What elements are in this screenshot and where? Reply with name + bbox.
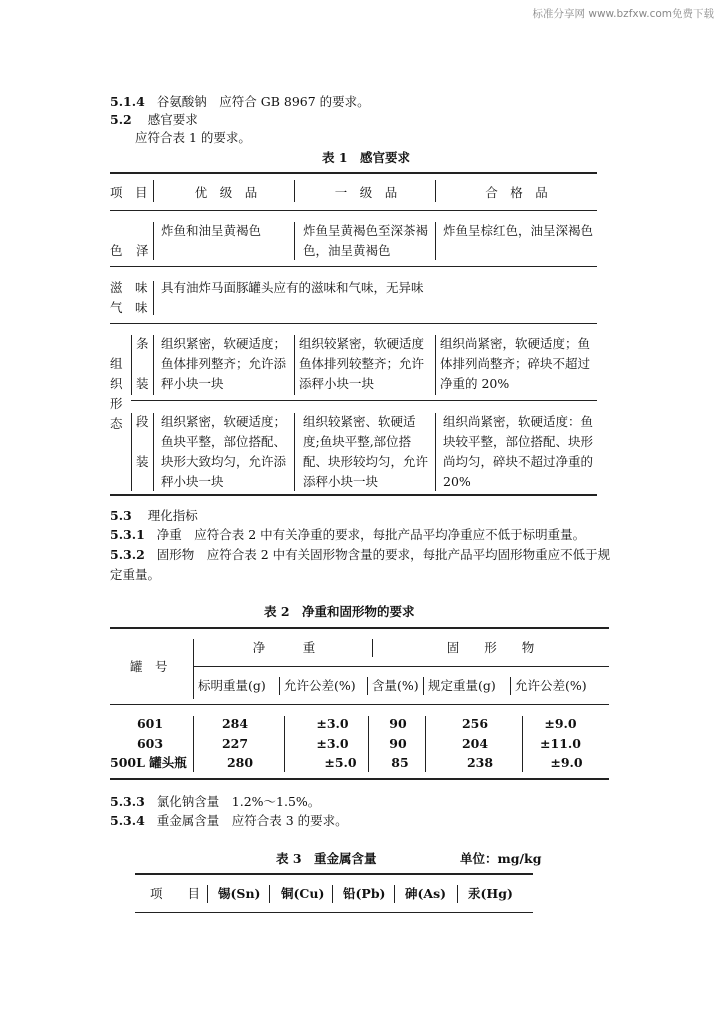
- table1-header-grade1: 优 级 品: [194, 185, 258, 200]
- table1-top-rule: [110, 172, 597, 174]
- clause-5-3-1: [110, 525, 585, 543]
- table2-r2-can: 603: [136, 736, 164, 751]
- table1-strip-label-2: 装: [136, 376, 149, 391]
- table2-r1-can: 601: [136, 716, 164, 731]
- divider: [153, 222, 154, 260]
- divider: [269, 885, 270, 903]
- divider: [153, 413, 154, 491]
- divider: [294, 222, 295, 260]
- table3-header-rule: [135, 912, 533, 913]
- clause-5-2-body: 应符合表 1 的要求。: [135, 130, 251, 145]
- table2-r2-weight: 227: [221, 736, 249, 751]
- table1-taste-label-2: 气 味: [110, 300, 148, 315]
- clause-text: 感官要求: [147, 112, 198, 127]
- table3-top-rule: [135, 873, 533, 875]
- table2-r2-spec-weight: 204: [461, 736, 489, 751]
- divider: [193, 716, 194, 772]
- divider: [435, 180, 436, 202]
- table1-chunk-grade2-line2: 度;鱼块平整,部位搭: [303, 434, 412, 449]
- table1-strip-grade2-line1: 组织较紧密，软硬适度: [299, 336, 425, 351]
- table1-tissue-label-4: 态: [110, 416, 123, 431]
- table1-chunk-grade3-line2: 块较平整，部位搭配、块形: [443, 434, 594, 449]
- table2-group-net: 净 重: [252, 640, 316, 655]
- table1-header-item: 项 目: [110, 185, 148, 200]
- divider: [367, 677, 368, 695]
- divider: [425, 716, 426, 772]
- table2-r3-tolerance: ±5.0: [324, 755, 357, 770]
- table1-color-label-1: 色: [110, 243, 123, 258]
- table2-r1-content: 90: [389, 716, 407, 731]
- table2-r3-can: 500L 罐头瓶: [110, 755, 187, 770]
- clause-5-1-4: [110, 92, 370, 110]
- clause-5-3-3: [110, 792, 320, 810]
- divider: [284, 716, 285, 772]
- divider: [131, 413, 132, 491]
- table2-sub-solid-tolerance: 允许公差(%): [515, 678, 587, 693]
- table1-color-grade2-line1: 炸鱼呈黄褐色至深茶褐: [303, 223, 429, 238]
- clause-number: 5.3: [110, 508, 132, 523]
- clause-text: 氯化钠含量 1.2%～1.5%。: [156, 794, 321, 809]
- divider: [435, 335, 436, 395]
- table1-chunk-grade1-line2: 鱼块平整，部位搭配、: [161, 434, 287, 449]
- divider: [279, 677, 280, 695]
- table1-chunk-grade3-line1: 组织尚紧密，软硬适度：鱼: [443, 414, 594, 429]
- table2-r1-solid-tolerance: ±9.0: [544, 716, 577, 731]
- table1-color-grade2-line2: 色，油呈黄褐色: [303, 243, 391, 258]
- table1-chunk-grade3-line4: 20%: [443, 474, 471, 489]
- table2-r3-solid-tolerance: ±9.0: [550, 755, 583, 770]
- clause-number: 5.3.2: [110, 547, 145, 562]
- clause-number: 5.2: [110, 112, 132, 127]
- divider: [510, 677, 511, 695]
- divider: [457, 885, 458, 903]
- divider: [368, 716, 369, 772]
- divider: [131, 335, 132, 395]
- table1-color-grade3: 炸鱼呈棕红色，油呈深褐色: [443, 223, 594, 238]
- table2-r2-solid-tolerance: ±11.0: [540, 736, 581, 751]
- clause-number: 5.3.1: [110, 527, 145, 542]
- table2-caption: 表 2 净重和固形物的要求: [264, 604, 415, 619]
- divider: [294, 180, 295, 202]
- table1-taste-label-1: 滋 味: [110, 280, 148, 295]
- clause-number: 5.3.3: [110, 794, 145, 809]
- clause-5-3: [110, 506, 198, 524]
- divider: [332, 885, 333, 903]
- divider: [294, 335, 295, 395]
- table3-header-item: 项 目: [150, 886, 201, 901]
- table1-chunk-grade1-line1: 组织紧密，软硬适度；: [161, 414, 287, 429]
- divider: [153, 180, 154, 202]
- table1-chunk-grade1-line4: 秤小块一块: [161, 474, 224, 489]
- table1-chunk-label-1: 段: [136, 414, 149, 429]
- table2-col-can: 罐 号: [130, 659, 168, 674]
- table1-strip-grade3-line3: 净重的 20%: [440, 376, 510, 391]
- table1-rule: [131, 400, 597, 401]
- table3-header-sn: 锡(Sn): [218, 886, 261, 901]
- table1-chunk-grade3-line3: 尚均匀，碎块不超过净重的: [443, 454, 594, 469]
- table1-taste-text: 具有油炸马面豚罐头应有的滋味和气味，无异味: [161, 280, 424, 295]
- table1-chunk-grade2-line3: 配、块形较均匀，允许: [303, 454, 429, 469]
- table1-chunk-label-2: 装: [136, 454, 149, 469]
- table3-header-pb: 铅(Pb): [343, 886, 386, 901]
- table2-header-rule: [110, 704, 609, 705]
- table1-rule: [110, 266, 597, 267]
- table1-rule: [110, 323, 597, 324]
- table3-header-hg: 汞(Hg): [468, 886, 513, 901]
- table1-strip-grade1-line2: 鱼体排列整齐；允许添: [161, 356, 287, 371]
- clause-text: 固形物 应符合表 2 中有关固形物含量的要求，每批产品平均固形物重应不低于规: [156, 547, 611, 562]
- table1-tissue-label-1: 组: [110, 356, 123, 371]
- table1-bottom-rule: [110, 494, 597, 496]
- table1-color-label-2: 泽: [136, 243, 149, 258]
- table1-header-rule: [110, 210, 597, 211]
- table2-r3-weight: 280: [226, 755, 254, 770]
- table2-r2-content: 90: [389, 736, 407, 751]
- table1-caption: 表 1 感官要求: [322, 150, 411, 165]
- table3-header-cu: 铜(Cu): [281, 886, 325, 901]
- clause-number: 5.1.4: [110, 94, 145, 109]
- table1-strip-grade2-line2: 鱼体排列较整齐；允许: [299, 356, 425, 371]
- table2-bottom-rule: [110, 778, 609, 780]
- table1-strip-grade3-line2: 体排列尚整齐；碎块不超过: [440, 356, 591, 371]
- table2-sub-content: 含量(%): [372, 678, 419, 693]
- clause-number: 5.3.4: [110, 813, 145, 828]
- table1-tissue-label-3: 形: [110, 396, 123, 411]
- table2-sub-label-weight: 标明重量(g): [198, 678, 266, 693]
- divider: [193, 639, 194, 699]
- table2-r1-tolerance: ±3.0: [316, 716, 349, 731]
- table3-caption: 表 3 重金属含量: [276, 851, 377, 866]
- table2-mid-rule: [193, 666, 609, 667]
- clause-text: 理化指标: [147, 508, 198, 523]
- table1-strip-grade3-line1: 组织尚紧密，软硬适度；鱼: [440, 336, 591, 351]
- divider: [435, 222, 436, 260]
- table2-r1-spec-weight: 256: [461, 716, 489, 731]
- table2-r1-weight: 284: [221, 716, 249, 731]
- clause-5-3-2: [110, 545, 610, 563]
- divider: [522, 716, 523, 772]
- table1-strip-grade1-line1: 组织紧密，软硬适度；: [161, 336, 287, 351]
- table1-header-grade2: 一 级 品: [334, 185, 398, 200]
- table1-strip-label-1: 条: [136, 336, 149, 351]
- table2-r2-tolerance: ±3.0: [316, 736, 349, 751]
- table2-top-rule: [110, 627, 609, 629]
- table1-chunk-grade2-line4: 添秤小块一块: [303, 474, 379, 489]
- table1-chunk-grade2-line1: 组织较紧密、软硬适: [303, 414, 416, 429]
- clause-text: 净重 应符合表 2 中有关净重的要求，每批产品平均净重应不低于标明重量。: [156, 527, 586, 542]
- table2-sub-spec-weight: 规定重量(g): [428, 678, 496, 693]
- table1-strip-grade1-line3: 秤小块一块: [161, 376, 224, 391]
- watermark: 标准分享网 www.bzfxw.com免费下载: [532, 8, 714, 20]
- table1-header-grade3: 合 格 品: [485, 185, 548, 200]
- clause-text: 谷氨酸钠 应符合 GB 8967 的要求。: [156, 94, 370, 109]
- divider: [423, 677, 424, 695]
- divider: [435, 413, 436, 491]
- divider: [153, 335, 154, 395]
- table1-strip-grade2-line3: 添秤小块一块: [299, 376, 375, 391]
- divider: [372, 639, 373, 657]
- table1-chunk-grade1-line3: 块形大致均匀，允许添: [161, 454, 287, 469]
- clause-5-2: [110, 110, 198, 128]
- table1-color-grade1: 炸鱼和油呈黄褐色: [161, 223, 262, 238]
- clause-5-3-2-cont: 定重量。: [110, 567, 161, 582]
- divider: [153, 281, 154, 315]
- table1-tissue-label-2: 织: [110, 376, 123, 391]
- divider: [207, 885, 208, 903]
- table2-group-solid: 固 形 物: [446, 640, 535, 655]
- table3-header-as: 砷(As): [405, 886, 447, 901]
- table2-r3-spec-weight: 238: [466, 755, 494, 770]
- clause-5-3-4: [110, 811, 348, 829]
- table2-sub-tolerance: 允许公差(%): [284, 678, 356, 693]
- table3-unit: 单位：mg/kg: [460, 851, 542, 866]
- clause-text: 重金属含量 应符合表 3 的要求。: [156, 813, 348, 828]
- divider: [294, 413, 295, 491]
- divider: [394, 885, 395, 903]
- table2-r3-content: 85: [391, 755, 409, 770]
